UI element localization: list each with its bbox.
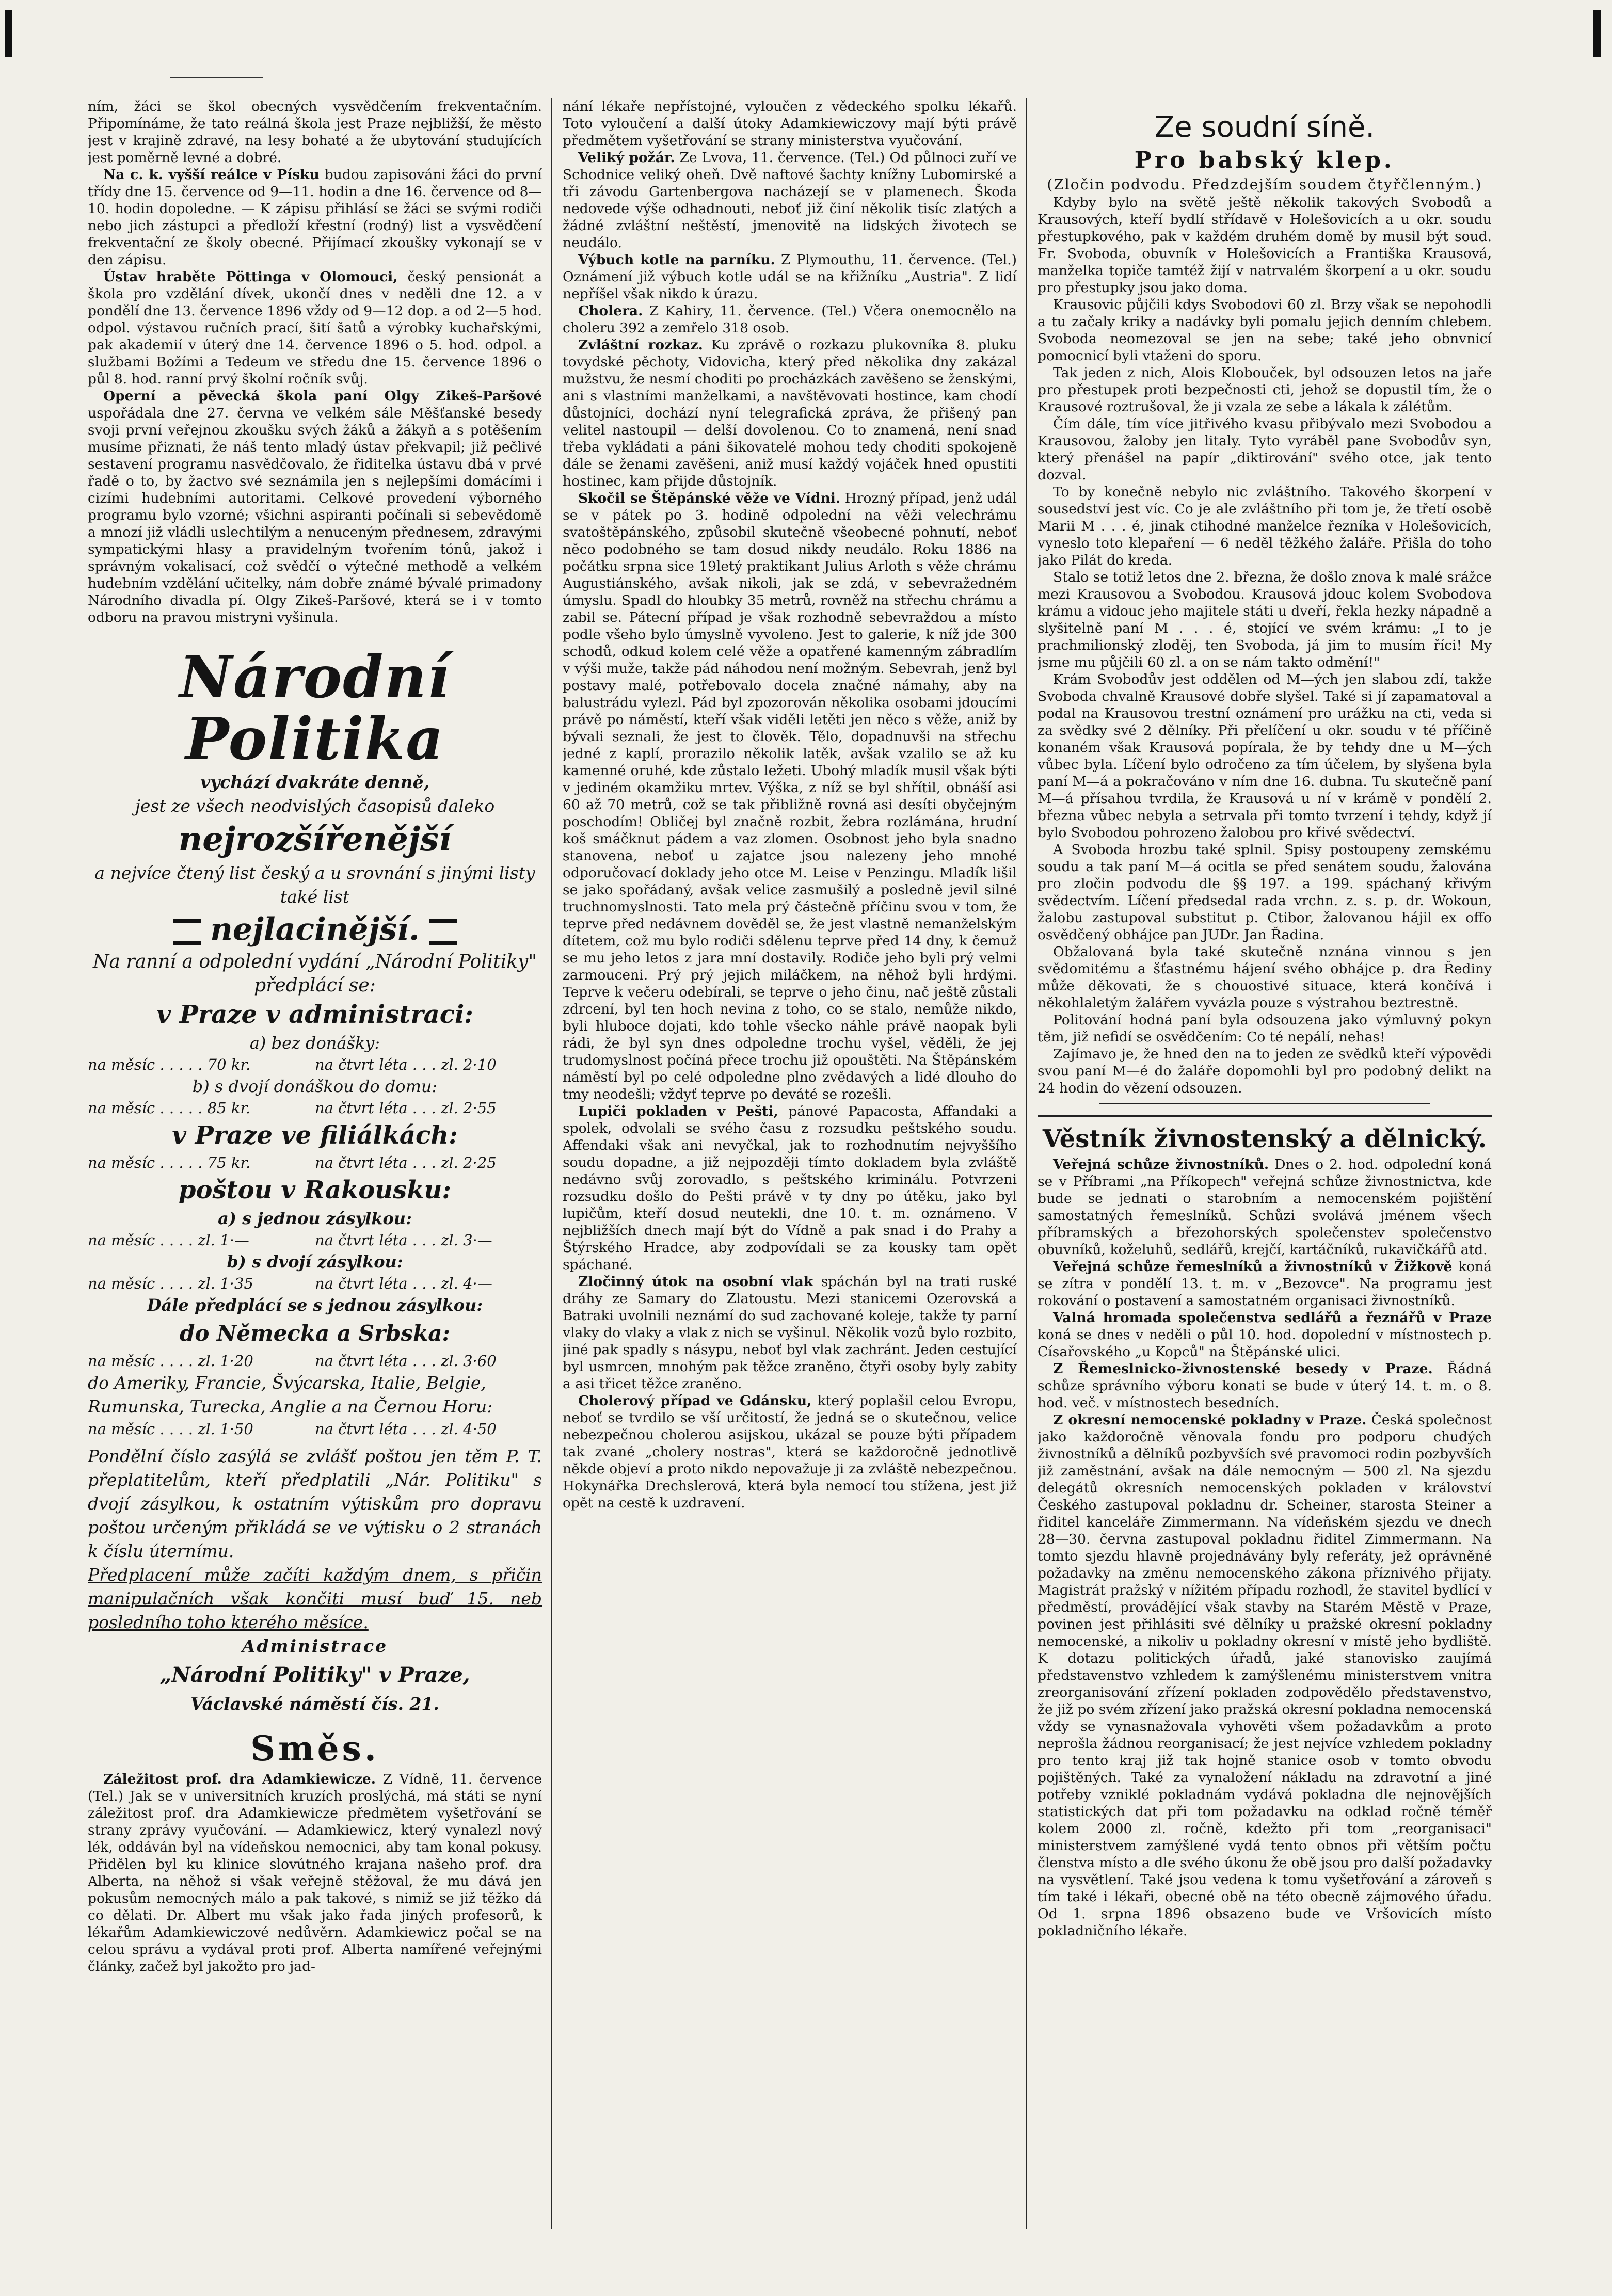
price-row: na měsíc . . . . . 85 kr. na čtvrt léta . . . zl. 2·55 (88, 1099, 497, 1117)
crop-mark-right (1593, 10, 1601, 57)
ad-line: Administrace (242, 1636, 388, 1656)
price-row: na měsíc . . . . . 75 kr. na čtvrt léta . . . zl. 2·25 (88, 1154, 497, 1171)
article-heading: Lupiči pokladen v Pešti, (578, 1103, 778, 1119)
article-paragraph: Obžalovaná byla také skutečně nznána vinnou s jen svědomitému a šťastnému hájení svého obhájce p. dra Řediny může děkovati, že s chouostivé situace, která končívá i někohlaletým žalářem vyvázla pouze s výstrahou beztrestně. (1038, 944, 1492, 1011)
column-1 (88, 98, 542, 2229)
article-heading: Na c. k. vyšší reálce v Písku (103, 167, 320, 183)
ad-line: a nejvíce čtený list český a u srovnání s jinými listy také list (94, 863, 535, 907)
article-paragraph: Krausovic půjčili kdys Svobodovi 60 zl. Brzy však se nepohodli a tu začaly kriky a nadávky byli pomalu jejich denním chlebem. Svoboda neomezoval se jen na sebe; také jeho obnvnicí pomocnicí byli vtaženi do sporu. (1038, 297, 1492, 364)
section-title: Věstník živnostenský a dělnický. (1038, 1115, 1492, 1156)
article-text: uspořádala dne 27. června ve velkém sále Měšťanské besedy svoji první veřejnou zkoušku svých žáků a žákyň a s potěšením musíme přiznati, že náš tento mladý ústav překvapil; již pečlivé sestavení programu nasvědčovalo, že řiditelka ústavu dbá v prvé řadě o to, by žactvo své seznámila jen s nejlepšími domácími i cizími hudebními autoritami. Celkové provedení výborného programu bylo vzorné; všichni aspiranti počínali si sebevědomě a mnozí již vládli uslechtilým a nenuceným přednesem, zdravými sympatickými hlasy a pravidelným tvořením tónů, jakož i správným vokalisací, což svědčí o výtečné methodě a velkém hudebním vzdělání učitelky, nám dobře známé bývalé primadony Národního divadla pí. Olgy Zikeš-Paršové, která se i v tomto odboru na pravou mistryni vyšinula. (88, 405, 542, 625)
article-text: Ze Lvova, 11. července. (Tel.) Od půlnoci zuří ve Schodnice veliký oheň. Dvě naftové šachty knížny Lubomirské a tři závodu Gartenbergova nacházejí se v plamenech. Škoda nedovede výše odhadnouti, neboť již činí několik tisíc zlatých a žádné zvláštní neštěstí, jmenovitě na lidských životech se neudálo. (563, 150, 1017, 251)
article-heading: Skočil se Štěpánské věže ve Vídni. (578, 490, 841, 506)
ad-headline: nejrozšířenější (178, 820, 452, 859)
ad-line: vychází dvakráte denně, (200, 772, 430, 792)
article-paragraph (1038, 1156, 1492, 1258)
price-row: na měsíc . . . . zl. 1·— na čtvrt léta . . . zl. 3·— (88, 1231, 492, 1249)
article-paragraph (563, 1392, 1017, 1512)
article-paragraph (1038, 1309, 1492, 1360)
article-paragraph: A Svoboda hrozbu také splnil. Spisy postoupeny zemskému soudu a tak paní M—á ocitla se před senátem soudu, žalována pro zločin podvodu dle §§ 197. a 199. spáchaný křivým svědectvím. Líčení předsedal rada vrchn. z. s. p. dr. Wokoun, žalobu zastupoval substitut p. Ctibor, žalovanou hájil ex offo osvědčený obhájce pan JUDr. Jan Řadina. (1038, 842, 1492, 943)
article-paragraph (88, 166, 542, 268)
article-text: pánové Papacosta, Affandaki a spolek, odvolali se svého času z rozsudku peštského soudu. Affendaki však ani nevyčkal, jak to rozhodnutím nejvyššího soudu dopadne, a již nejpozději tímto dokladem byla zvláště nedávno svůj zorovadlo, s peštského kriminálu. Potvrzeni rozsudku došlo do Pešti právě v ty dny po útěku, jako byl lupičům, kteří dosud neutekli, dne 10. t. m. oznámeno. V nejbližších dnech mají být do Vídně a pak snad i do Prahy a Štýrského Hradce, aby zodpovídali se za kousky tam opět spáchané. (563, 1103, 1017, 1273)
article-heading: Ústav hraběte Pöttinga v Olomouci, (103, 269, 398, 285)
price-group-heading: b) s dvojí zásylkou: (227, 1252, 403, 1272)
article-paragraph (563, 302, 1017, 336)
ad-subheading: „Národní Politiky" v Praze, (159, 1663, 470, 1687)
divider (1099, 1103, 1430, 1104)
article-heading: Záležitost prof. dra Adamkiewicze. (103, 1771, 376, 1787)
column-rule (551, 98, 552, 2229)
ad-subheading: v Praze ve filiálkách: (172, 1121, 458, 1150)
article-paragraph: To by konečně nebylo nic zvláštního. Takového škorpení v sousedství jest víc. Co je ale zvláštního při tom je, že třetí osobě Marii M . . . é, jinak ctihodné manželce řezníka v Holešovicích, vyneslo toto klepaření — 6 neděl těžkého žaláře. Přišla do toho jako Pilát do kreda. (1038, 484, 1492, 568)
article-text: spáchán byl na trati ruské dráhy ze Samary do Zlatoustu. Mezi stanicemi Ozerovská a Batraki uvolnili neznámí do sud zachované koleje, takže ty parní vlaky do vlaky a vlak z nich se vyšinul. Několik vozů bylo rozbito, jiné pak spadly s násypu, neboť byl vlak zachránt. Jeden cestující byl usmrcen, mnohým pak těžce zraněno, čtyři osoby byly zabity a asi třicet těžce zraněno. (563, 1274, 1017, 1392)
article-paragraph (563, 149, 1017, 251)
article-text: Hrozný případ, jenž udál se v pátek po 3. hodině odpolední na věži velechrámu svatoštěpánského, způsobil skutečně všeobecné pohnutí, neboť něco podobného se tam dosud nikdy neudálo. Roku 1886 na počátku srpna sice 19letý praktikant Julius Arloth s věže chrámu Augustiánského, avšak nikoli, jak se zdá, v sebevražedném úmyslu. Spadl do hloubky 35 metrů, rovněž na střechu chrámu a zabil se. Pátecní případ je však rozhodně sebevraždou a místo podle všeho bylo úmyslně vyvoleno. Jest to galerie, k níž jde 300 schodů, odkud kolem celé věže a opatřené kamenným zábradlím v výši muže, takže pád náhodou není možným. Sebevrah, jenž byl postavy malé, potřebovalo docela značné námahy, aby na balustrádu vylezl. Pád byl zpozorován několika osobami jdoucími právě po náměstí, kteří však viděli letěti jen něco s věže, aniž by bývali seznali, že jest to člověk. Tělo, dopadnuvši na střechu jedné z kaplí, prorazilo několik latěk, avšak vzalilo se až ku kamenné oruhé, kde zůstalo ležeti. Ubohý mladík musil však býti v jediném okamžiku mrtev. Výška, z níž se byl shřítil, obnáší asi 60 až 70 metrů, což se tak přibližně rovná asi desíti obyčejným poschodím! Obličej byl značně rozbit, žebra rozlámána, hrudní koš smáčknut pádem a vaz zlomen. Osobnost jeho byla snadno stanovena, neboť u zajatce jsou nalezeny jeho mnohé odporučovací doklady jeho otce M. Leise v Penzingu. Mladík lišil se jako spořádaný, avšak velice zasmušilý a posledně jevil silné truchnomyslnosti. Tato mela prý částečně příčinu svou v tom, že teprve před nedávnem dověděl se, že jest vlastně nemanželským dítetem, což mu bylo rodiči sdělenu teprve před 14 dny, k čemuž se mu jeho letos z jara mní dostavily. Rodiče jeho byli prý velmi zarmouceni. Prý prý jejich miláčkem, na něhož byli hrdými. Teprve k večeru odebírali, se teprve o jeho činu, nač ještě zůstali zdrcení, byl ten hoch nevina z toho, co se stalo, nemůže nikdo, byli hluboce dojati, kdo tohle všecko náhle právě naopak byli rádi, že byl syn dnes odpoledne trochu vyšel, věděli, že jej trudomyslnost počíná přece trochu již opouštěti. Na Štěpánském náměstí byl po celé odpoledne plno zvědavých a lidé dlouho do tmy neodešli; vždyť teprve po deváté se rozešli. (563, 490, 1017, 1102)
ad-line: Předplacení může začíti každým dnem, s přičin manipulačních však končiti musí buď 15. neb posledního toho kterého měsíce. (88, 1565, 542, 1632)
ad-line: Dále předplácí se s jednou zásylkou: (147, 1295, 483, 1315)
article-paragraph (1038, 1258, 1492, 1309)
article-paragraph: Kdyby bylo na světě ještě několik takových Svobodů a Krausových, kteří bydlí střídavě v Holešovicích a u okr. soudu přestupkového, pak v každém druhém domě by musil být soud. Fr. Svoboda, obuvník v Holešovicích a Františka Krausová, manželka topiče tamtéž žijí v natrvalém škorpení a u okr. soudu pro přestupky jsou jako doma. (1038, 195, 1492, 296)
article-heading: Cholera. (578, 303, 643, 319)
article-paragraph (88, 268, 542, 388)
article-paragraph (88, 388, 542, 626)
article-paragraph (563, 1103, 1017, 1273)
article-paragraph: ním, žáci se škol obecných vysvědčením frekventačním. Připomínáme, že tato reálná škola jest Praze nejbližší, že město jest v krajině zdravé, na lesy bohaté a že ubytování studujících jest poměrně levné a dobré. (88, 99, 542, 166)
article-heading: Veliký požár. (578, 150, 675, 166)
article-text: Z Kahiry, 11. července. (Tel.) Včera onemocnělo na choleru 392 a zemřelo 318 osob. (563, 303, 1017, 336)
article-paragraph: Stalo se totiž letos dne 2. března, že došlo znova k malé srážce mezi Krausovou a Svobodou. Krausová jdouc kolem Svobodova krámu a vidouc jeho majitele státi u dveří, řekla hezky nápadně a slyšitelně paní M . . . é, stojící ve svém krámu: „I to je prachmilionský zloděj, ten Svoboda, já jim to musím říci! My jsme mu půjčili 60 zl. a on se nám takto odmění!" (1038, 569, 1492, 670)
article-paragraph (563, 251, 1017, 302)
article-heading: Valná hromada společenstva sedlářů a řeznářů v Praze (1053, 1310, 1492, 1326)
ad-line: jest ze všech neodvislých časopisů daleko (135, 796, 495, 816)
article-text: český pensionát a škola pro vzdělání dívek, ukončí dnes v neděli dne 12. a v pondělí dne 13. července 1896 vždy od 9—12 dop. a od 2—5 hod. odpol. výstavou ručních prací, šití šatů a výrobky kuchařskými, pak akademií v úterý dne 14. července 1896 o 5. hod. odpol. a službami Božími a Tedeum ve středu dne 15. července 1896 o půl 8. hod. ranní prvý školní ročník svůj. (88, 269, 542, 387)
article-paragraph (1038, 1411, 1492, 1939)
narodni-politika-ad (88, 644, 542, 1716)
article-paragraph: Tak jeden z nich, Alois Klobouček, byl odsouzen letos na jaře pro přestupek proti bezpečnosti cti, jehož se dopustil tím, že o Krausové roztrušoval, že ji vzala ze sebe a lákala k zálétům. (1038, 365, 1492, 415)
section-title-smes: Směs. (250, 1728, 379, 1769)
article-paragraph: nání lékaře nepřístojné, vyloučen z vědeckého spolku lékařů. Toto vyloučení a další útoky Adamkiewiczovy mají býti právě předmětem vyšetřování se strany ministerstva vyučování. (563, 99, 1017, 149)
article-heading: Cholerový případ ve Gdánsku, (578, 1393, 812, 1409)
article-text: Ku zprávě o rozkazu plukovníka 8. pluku tovydské pěchoty, Vidovicha, který před několika dny zakázal mužstvu, že nesmí choditi po procházkách zavěšeno se ženskými, ani s vlastními manželkami, a navštěvovati hostince, kam chodí důstojníci, dochází nyní telegrafická zpráva, že přišený pan velitel nastoupil — delší dovolenou. Co to znamená, není snad třeba vykládati a páni šikovatelé mohou tedy choditi spokojeně dále se ženami zavěšeni, aniž musí každý vojáček hned opustiti hostinec, kam přijde důstojník. (563, 337, 1017, 489)
article-heading: Zvláštní rozkaz. (578, 337, 703, 353)
article-title: Pro babský klep. (1134, 147, 1395, 173)
article-paragraph (1038, 1360, 1492, 1411)
column-3 (1038, 98, 1492, 2229)
article-text: koná se zítra v pondělí 13. t. m. v „Bezovce". Na programu jest rokování o postavení a samostatném organisaci živnostníků. (1038, 1259, 1492, 1309)
ad-subheading: poštou v Rakousku: (178, 1176, 452, 1205)
article-text: Dnes o 2. hod. odpolední koná se v Příbrami „na Příkopech" veřejná schůze živnostnictva, kde bude se jednati o starobním a nemocenském pojištění samostatných řemeslníků. Schůzi svolává jménem všech příbramských a březohorských společenstev společenstvo obuvníků, koželuhů, sedlářů, krejčí, kartáčníků, rukavičkářů atd. (1038, 1157, 1492, 1258)
top-rule (170, 77, 263, 78)
ad-headline: nejlacinější. (88, 909, 542, 950)
price-row: na měsíc . . . . zl. 1·50 na čtvrt léta . . . zl. 4·50 (88, 1420, 497, 1438)
article-paragraph: Zajímavo je, že hned den na to jeden ze svědků kteří výpovědi svou paní M—é do žaláře dopomohli byl pro podobný delikt na 24 hodin do vězení odsouzen. (1038, 1046, 1492, 1096)
price-row: na měsíc . . . . zl. 1·35 na čtvrt léta . . . zl. 4·— (88, 1275, 492, 1292)
article-heading: Výbuch kotle na parníku. (578, 252, 775, 268)
article-paragraph (563, 336, 1017, 490)
price-group-heading: a) bez donášky: (249, 1033, 380, 1053)
article-heading: Z Řemeslnicko-živnostenské besedy v Praze. (1053, 1361, 1433, 1377)
column-rule (1026, 98, 1027, 2229)
ad-subheading: v Praze v administraci: (156, 1000, 473, 1029)
article-text: Z Vídně, 11. července (Tel.) Jak se v universitních kruzích proslýchá, má státi se nyní záležitost prof. dra Adamkiewicze předmětem vyšetřování se strany zprávy vyučování. — Adamkiewicz, který vynalezl nový lék, oddáván byl na vídeňskou nemocnici, aby tam konal pokusy. Přidělen byl ku klinice slovútného krajana našeho prof. dra Alberta, na něhož si však veřejně stěžoval, že mu dává jen pokusům nemocných málo a pak takové, s nimiž se již těžko dá co dělati. Dr. Albert mu však jako řada jiných profesorů, k lékařům Adamkiewiczové nedůvěrn. Adamkiewicz počal se na celou správu a vydával proti prof. Alberta namířené veřejnými články, začež byl jakožto pro jad- (88, 1771, 542, 1974)
column-2 (563, 98, 1017, 2229)
decorative-bars (173, 919, 201, 945)
article-subtitle: (Zločin podvodu. Předzdejším soudem čtyřčlenným.) (1047, 176, 1482, 193)
ad-line: Václavské náměstí čís. 21. (190, 1694, 439, 1714)
article-paragraph (563, 490, 1017, 1103)
article-text: budou zapisováni žáci do první třídy dne 15. července od 9—11. hodin a dne 16. července od 8—10. hodin dopoledne. — K zápisu přihlásí se žáci se svými rodiči nebo jich zástupci a předloží křestní (rodný) list a vysvědčení frekventační ze školy obecné. Přijímací zkoušky vykonají se v den zápisu. (88, 167, 542, 268)
decorative-bars (429, 919, 457, 945)
ad-subheading: do Německa a Srbska: (180, 1321, 450, 1346)
article-text: který poplašil celou Evropu, neboť se tvrdilo se vší určitostí, že jedná se o skutečnou, velice nebezpečnou cholerou asijskou, ukázal se pouze býti případem tak zvané „cholery nostras", která se každoročně jednotlivě někde objeví a proto nikdo nepovažuje ji za zvláště nebezpečnou. Hokynářka Drechslerová, která byla nemocí tou stížena, jest již opět na cestě k uzdravení. (563, 1393, 1017, 1511)
price-group-heading: b) s dvojí donáškou do domu: (192, 1077, 438, 1096)
ad-line: do Ameriky, Francie, Švýcarska, Italie, Belgie, Rumunska, Turecka, Anglie a na Černou Horu: (88, 1373, 493, 1417)
price-row: na měsíc . . . . zl. 1·20 na čtvrt léta . . . zl. 3·60 (88, 1352, 497, 1370)
crop-mark-left (5, 10, 12, 57)
ad-line: Pondělní číslo zasýlá se zvlášť poštou jen těm P. T. přeplatitelům, kteří předplatili „Nár. Politiku" s dvojí zásylkou, k ostatním výtiskům pro dopravu poštou určeným přikládá se ve výtisku o 2 stranách k číslu úternímu. (88, 1446, 542, 1561)
ad-title: Národní Politika (179, 644, 451, 773)
article-paragraph: Krám Svobodův jest oddělen od M—ých jen slabou zdí, takže Svoboda chvalně Krausové dobře slyšel. Také si jí zapamatoval a podal na Krausovou trestní oznámení pro urážku na cti, veda si za svědky své 2 dělníky. Při přelíčení u okr. soudu v té příčině konaném však Krausová popírala, že by tehdy dne u M—ých vůbec byla. Líčení bylo odročeno za tím účelem, by slyšena byla paní M—á a pokračováno v ním dne 16. dubna. Tu skutečně paní M—á přísahou tvrdila, že Krausová u ní v krámě v pondělí 2. března vůbec nebyla a setrvala při tomto tvrzení i tehdy, když jí bylo Svobodou pohrozeno žalobou pro křivé svědectví. (1038, 671, 1492, 841)
article-paragraph (563, 1273, 1017, 1392)
article-paragraph (88, 1771, 542, 1975)
price-group-heading: a) s jednou zásylkou: (218, 1209, 412, 1228)
article-text: Česká společnost jako každoročně věnovala fondu pro podporu chudých živnostníků a dělníků pozbyvších své pravomoci rodin pozbyvších již zaměstnání, avšak na dále nemocným — 500 zl. Na sjezdu delegátů okresních nemocenských pokladen v království Českého zastupoval pokladnu dr. Scheiner, starosta Steiner a řiditel kanceláře Zimmermann. Na vídeňském sjezdu ve dnech 28—30. června zastupoval pokladnu řiditel Zimmermann. Na tomto sjezdu hlavně projednávány byly referáty, jež oprávněné požadavky na změnu nemocenského zákona příznivého přijaty. Magistrát pražský v nížitém případu rozhodl, že stavitel bydlící v předměstí, provádějící však stavby na Starém Městě v Praze, povinen jest přihlásiti své dělníky u pražské okresní pokladny nemocenské, a nikoliv u pokladny okresní v místě jeho bydliště. K dotazu politických úřadů, jaké stanovisko zaujímá představenstvo vzhledem k zamýšlenému ministerstvem vnitra zreorganisování zřízení pokladen zodpovědělo představenstvo, že již po svém zřízení jako pražská okresní pokladna nemocenská vždy se vynasnažovala vyhověti všem požadavkům a proto neprošla žádnou reorganisací; že jest nejvíce vzhledem pokladny pro tento kraj již tak hojně stanice osob v tomto obvodu pojištěných. Také za vynaložení nákladu na zdravotní a jiné potřeby vzniklé pokladnám vydává pokladna dle nejnovějších statistických dat při tom požadavku na odklad ročně téměř kolem 2000 zl. ročně, kdežto při tom „reorganisaci" ministerstvem zamýšlené vydá tento obnos při větším počtu členstva místo a dle svého úkonu že obě jsou pro další požadavky na vysvětlení. Také jsou vedena k tomu vyšetřování a zároveň s tím také i lékaři, obecné obě na této obecně zájmového úřadu. Od 1. srpna 1896 obsazeno bude ve Vršovicích místo pokladničního lékaře. (1038, 1412, 1492, 1939)
section-title: Ze soudní síně. (1154, 110, 1375, 144)
ad-line: Na ranní a odpolední vydání „Národní Politiky" předplácí se: (93, 951, 537, 996)
article-heading: Veřejná schůze živnostníků. (1053, 1157, 1269, 1173)
article-heading: Veřejná schůze řemeslníků a živnostníků v Žižkově (1053, 1259, 1453, 1275)
price-row: na měsíc . . . . . 70 kr. na čtvrt léta . . . zl. 2·10 (88, 1056, 497, 1073)
article-heading: Operní a pěvecká škola paní Olgy Zikeš-Paršové (103, 388, 542, 404)
article-text: Řádná schůze správního výboru konati se bude v úterý 14. t. m. o 8. hod. več. v místnostech besedních. (1038, 1361, 1492, 1411)
article-text: Z Plymouthu, 11. července. (Tel.) Oznámení již výbuch kotle udál se na křižníku „Austria". Z lidí nepříšel však nikdo k úrazu. (563, 252, 1017, 302)
article-paragraph: Čím dále, tím více jitřivého kvasu přibývalo mezi Svobodou a Krausovou, žaloby jen litaly. Tyto vyráběl pane Svobodův syn, který přenášel na papír „diktirování" svého otce, jak tento dozval. (1038, 416, 1492, 483)
article-text: koná se dnes v neděli o půl 10. hod. dopolední v místnostech p. Císařovského „u Kopců" na Štěpánské ulici. (1038, 1327, 1492, 1360)
article-heading: Zločinný útok na osobní vlak (578, 1274, 813, 1290)
article-heading: Z okresní nemocenské pokladny v Praze. (1053, 1412, 1367, 1428)
article-paragraph: Politování hodná paní byla odsouzena jako výmluvný pokyn těm, již nefidí se osvědčením: Co té nepálí, nehas! (1038, 1012, 1492, 1045)
